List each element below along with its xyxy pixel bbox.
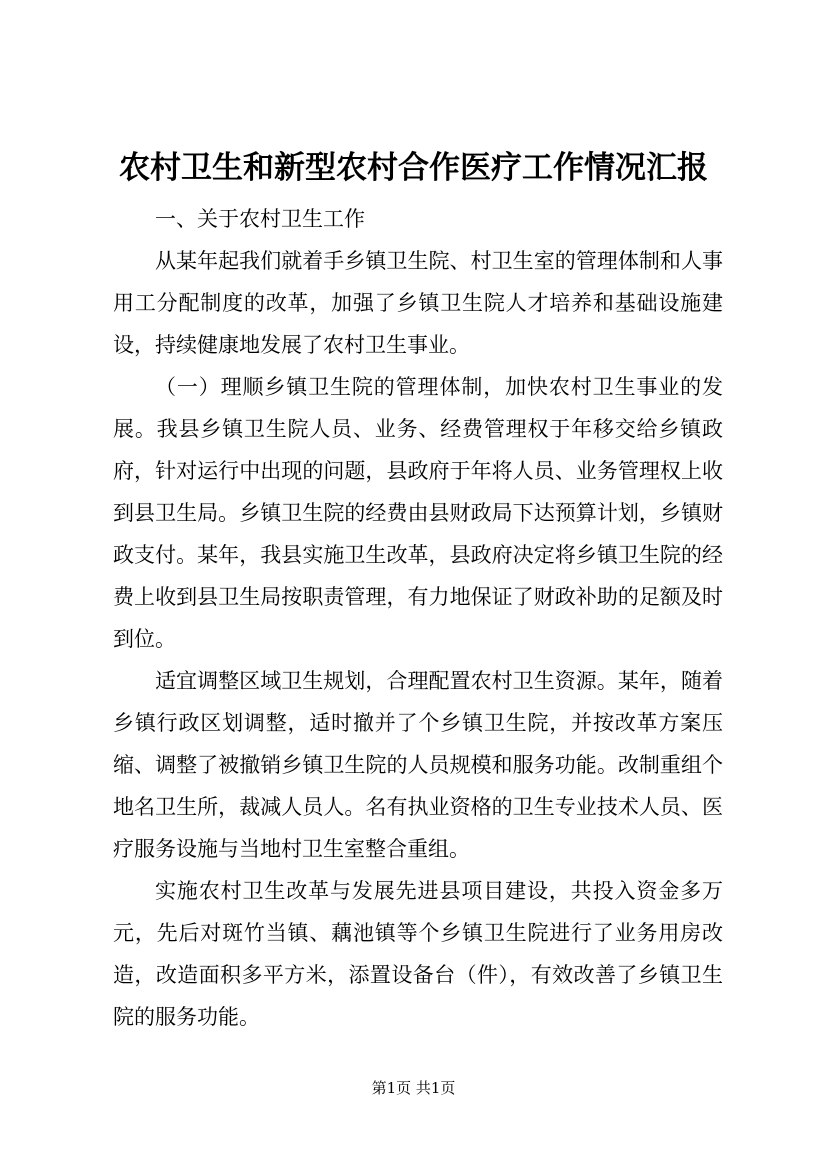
document-body (113, 198, 723, 1038)
paragraph-regional-planning: 适宜调整区域卫生规划，合理配置农村卫生资源。某年，随着乡镇行政区划调整，适时撤并了个乡镇卫生院，并按改革方案压缩、调整了被撤销乡镇卫生院的人员规模和服务功能。改制重组个地名卫生所，裁减人员人。名有执业资格的卫生专业技术人员、医疗服务设施与当地村卫生室整合重组。 (113, 669, 723, 861)
paragraph-intro: 从某年起我们就着手乡镇卫生院、村卫生室的管理体制和人事用工分配制度的改革，加强了乡镇卫生院人才培养和基础设施建设，持续健康地发展了农村卫生事业。 (113, 249, 723, 357)
paragraph-project-construction: 实施农村卫生改革与发展先进县项目建设，共投入资金多万元，先后对斑竹当镇、藕池镇等个乡镇卫生院进行了业务用房改造，改造面积多平方米，添置设备台（件），有效改善了乡镇卫生院的服务功能。 (113, 879, 723, 1029)
paragraph-management: （一）理顺乡镇卫生院的管理体制，加快农村卫生事业的发展。我县乡镇卫生院人员、业务、经费管理权于年移交给乡镇政府，针对运行中出现的问题，县政府于年将人员、业务管理权上收到县卫生局。乡镇卫生院的经费由县财政局下达预算计划，乡镇财政支付。某年，我县实施卫生改革，县政府决定将乡镇卫生院的经费上收到县卫生局按职责管理，有力地保证了财政补助的足额及时到位。 (113, 375, 723, 651)
section-heading: 一、关于农村卫生工作 (155, 207, 365, 231)
page-footer: 第1页 共1页 (371, 1079, 456, 1097)
document-title: 农村卫生和新型农村合作医疗工作情况汇报 (119, 150, 708, 186)
